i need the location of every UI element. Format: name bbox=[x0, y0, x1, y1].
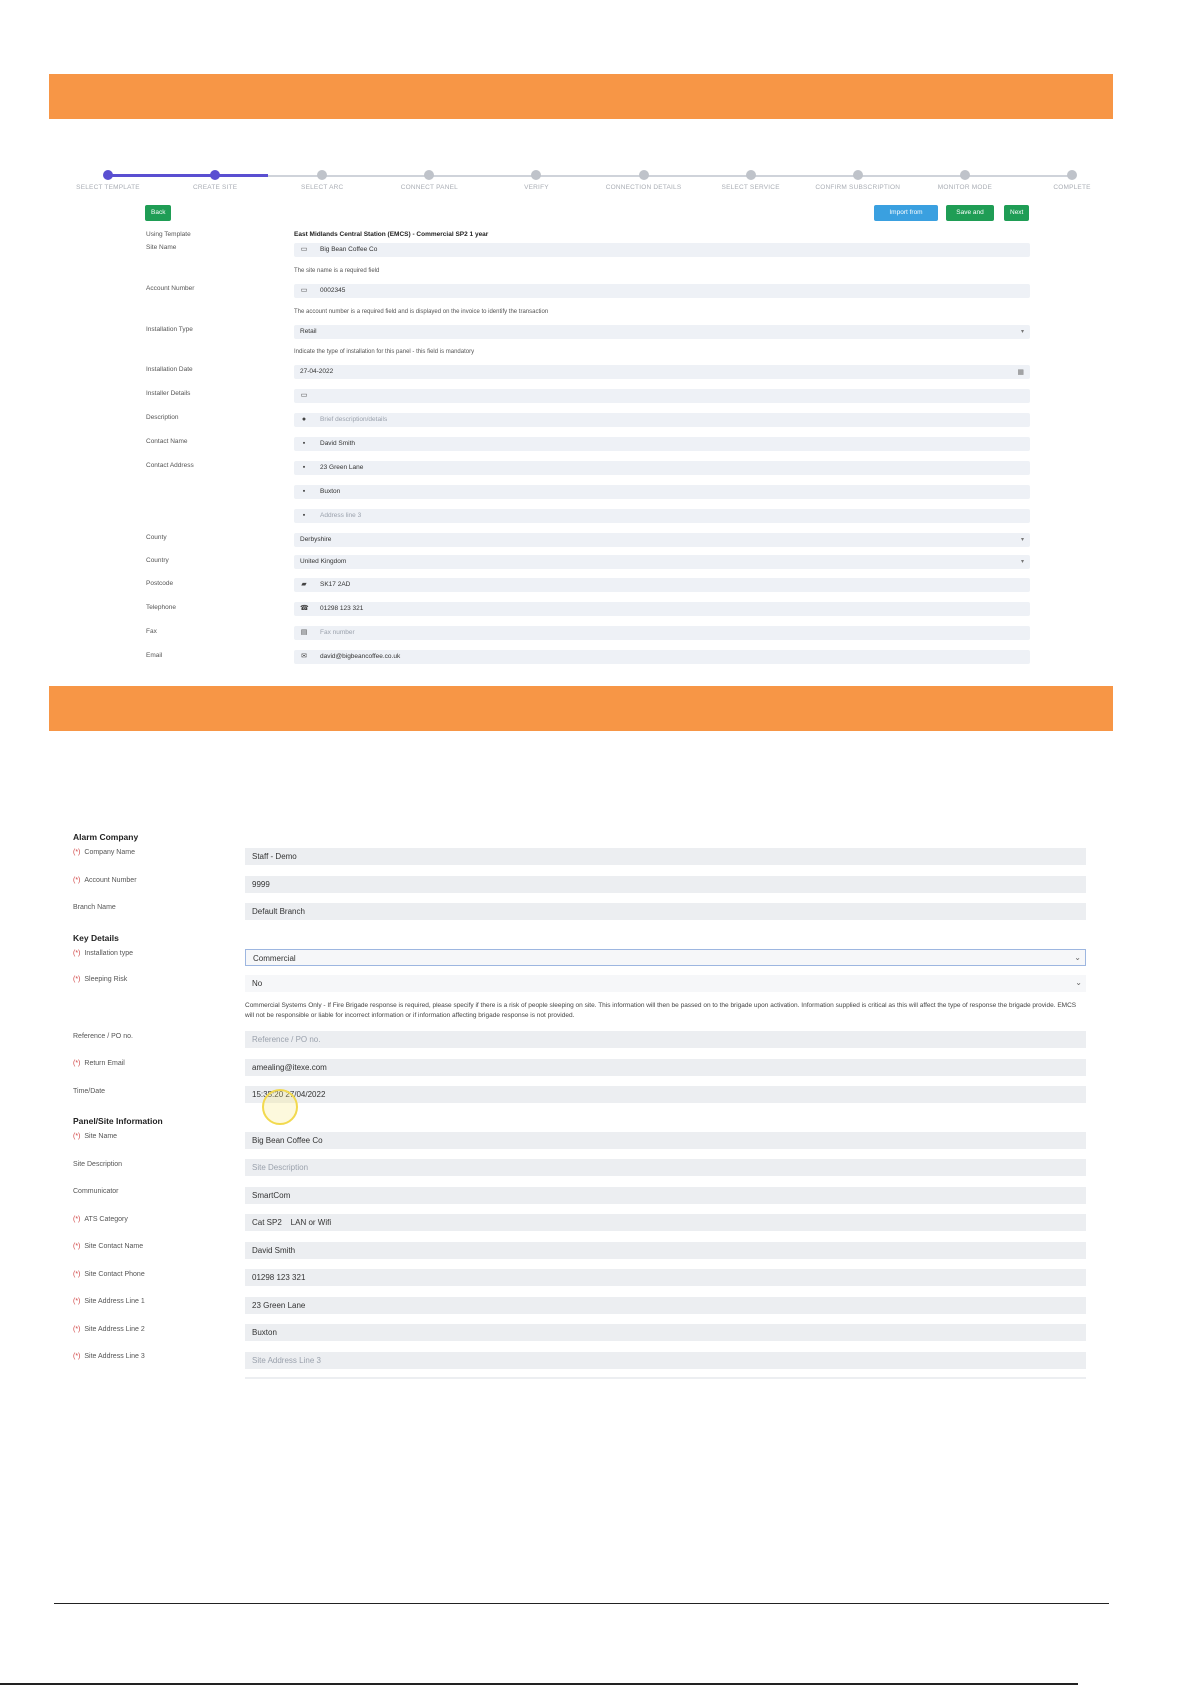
account-number-value: 9999 bbox=[252, 880, 270, 889]
step-label: CONNECT PANEL bbox=[400, 184, 458, 191]
mouse-cursor-highlight bbox=[262, 1089, 298, 1125]
required-marker: (*) bbox=[73, 1060, 81, 1067]
postcode-value: SK17 2AD bbox=[320, 581, 351, 588]
step-select-arc bbox=[267, 168, 377, 191]
address-icon: ▪ bbox=[302, 464, 306, 471]
required-marker: (*) bbox=[73, 1353, 81, 1360]
return-email-label: (*) Return Email bbox=[73, 1060, 125, 1067]
using-template-value: East Midlands Central Station (EMCS) - Commercial SP2 1 year bbox=[294, 231, 489, 238]
site-contact-phone-input[interactable] bbox=[245, 1269, 1086, 1286]
step-dot-icon bbox=[103, 170, 113, 180]
address-line3-placeholder: Address line 3 bbox=[320, 512, 362, 519]
telephone-label: Telephone bbox=[146, 604, 176, 611]
address-icon: ▪ bbox=[302, 488, 306, 495]
chevron-down-icon: ⌄ bbox=[1074, 953, 1081, 962]
back-button[interactable]: Back bbox=[145, 205, 171, 221]
address-line1-input[interactable] bbox=[294, 461, 1030, 475]
site-name-input[interactable] bbox=[245, 1132, 1086, 1149]
step-dot-icon bbox=[960, 170, 970, 180]
sleeping-risk-select[interactable] bbox=[245, 975, 1086, 992]
installation-type-value: Commercial bbox=[253, 954, 296, 963]
fax-label: Fax bbox=[146, 628, 157, 635]
step-confirm-subscription bbox=[803, 168, 913, 191]
alarm-company-heading: Alarm Company bbox=[73, 832, 139, 842]
step-complete bbox=[1017, 168, 1127, 191]
address-line1-value: 23 Green Lane bbox=[320, 464, 364, 471]
chevron-down-icon: ▾ bbox=[1020, 329, 1024, 335]
create-site-wizard bbox=[0, 0, 1192, 680]
chevron-down-icon: ⌄ bbox=[1075, 978, 1082, 987]
step-dot-icon bbox=[424, 170, 434, 180]
phone-icon: ☎ bbox=[300, 605, 309, 612]
wizard-stepper bbox=[70, 168, 1110, 198]
account-number-label: Account Number bbox=[146, 285, 195, 292]
communicator-value: SmartCom bbox=[252, 1191, 291, 1200]
site-address-line2-value: Buxton bbox=[252, 1328, 277, 1337]
county-value: Derbyshire bbox=[300, 536, 332, 543]
county-select[interactable] bbox=[294, 533, 1030, 547]
site-contact-name-label: (*) Site Contact Name bbox=[73, 1243, 144, 1250]
site-contact-name-input[interactable] bbox=[245, 1242, 1086, 1259]
form-bottom-edge bbox=[245, 1377, 1086, 1379]
footer-rule bbox=[54, 1603, 1109, 1604]
sleeping-risk-value: No bbox=[252, 979, 263, 988]
installer-details-input[interactable] bbox=[294, 389, 1030, 403]
account-number-help: The account number is a required field and is displayed on the invoice to identify the transaction bbox=[294, 309, 549, 315]
id-card-icon: ▭ bbox=[300, 287, 308, 294]
site-address-line3-placeholder: Site Address Line 3 bbox=[252, 1356, 321, 1365]
site-address-line3-input[interactable] bbox=[245, 1352, 1086, 1369]
step-create-site bbox=[160, 168, 270, 191]
next-button[interactable]: Next bbox=[1004, 205, 1029, 221]
required-marker: (*) bbox=[73, 976, 81, 983]
site-name-value: Big Bean Coffee Co bbox=[320, 246, 378, 253]
postcode-input[interactable] bbox=[294, 578, 1030, 592]
account-number-value: 0002345 bbox=[320, 287, 346, 294]
required-marker: (*) bbox=[73, 1133, 81, 1140]
chevron-down-icon: ▾ bbox=[1020, 559, 1024, 565]
key-details-heading: Key Details bbox=[73, 933, 119, 943]
step-label: CREATE SITE bbox=[192, 184, 238, 191]
using-template-label: Using Template bbox=[146, 231, 191, 238]
site-name-label: (*) Site Name bbox=[73, 1133, 118, 1140]
step-dot-icon bbox=[639, 170, 649, 180]
contact-name-label: Contact Name bbox=[146, 438, 188, 445]
required-marker: (*) bbox=[73, 1271, 81, 1278]
reference-input[interactable] bbox=[245, 1031, 1086, 1048]
installation-date-label: Installation Date bbox=[146, 366, 193, 373]
fax-input[interactable] bbox=[294, 626, 1030, 640]
communicator-label: Communicator bbox=[73, 1188, 119, 1195]
id-card-icon: ▭ bbox=[300, 392, 308, 399]
step-dot-icon bbox=[853, 170, 863, 180]
required-marker: (*) bbox=[73, 1216, 81, 1223]
ats-category-value: Cat SP2 LAN or Wifi bbox=[252, 1218, 332, 1227]
site-description-input[interactable] bbox=[245, 1159, 1086, 1176]
return-email-input[interactable] bbox=[245, 1059, 1086, 1076]
step-dot-icon bbox=[210, 170, 220, 180]
required-marker: (*) bbox=[73, 1326, 81, 1333]
step-label: SELECT TEMPLATE bbox=[76, 184, 140, 191]
contact-name-value: David Smith bbox=[320, 440, 356, 447]
site-name-label: Site Name bbox=[146, 244, 177, 251]
id-card-icon: ▭ bbox=[300, 246, 308, 253]
installation-type-label: Installation Type bbox=[146, 326, 193, 333]
step-connection-details bbox=[589, 168, 699, 191]
time-date-label: Time/Date bbox=[73, 1088, 106, 1095]
installer-details-label: Installer Details bbox=[146, 390, 191, 397]
country-select[interactable] bbox=[294, 555, 1030, 569]
step-label: MONITOR MODE bbox=[937, 184, 993, 191]
email-input[interactable] bbox=[294, 650, 1030, 664]
communicator-input[interactable] bbox=[245, 1187, 1086, 1204]
required-marker: (*) bbox=[73, 849, 81, 856]
site-description-label: Site Description bbox=[73, 1161, 123, 1168]
step-label: VERIFY bbox=[524, 184, 549, 191]
site-name-value: Big Bean Coffee Co bbox=[252, 1136, 323, 1145]
site-name-help: The site name is a required field bbox=[294, 268, 380, 274]
step-label: COMPLETE bbox=[1053, 184, 1091, 191]
ats-category-input[interactable] bbox=[245, 1214, 1086, 1231]
step-label: SELECT SERVICE bbox=[721, 184, 780, 191]
email-label: Email bbox=[146, 652, 163, 659]
import-from-cash-button[interactable]: Import from CASH bbox=[874, 205, 938, 221]
address-line3-input[interactable] bbox=[294, 509, 1030, 523]
site-address-line1-value: 23 Green Lane bbox=[252, 1301, 306, 1310]
description-placeholder: Brief description/details bbox=[320, 416, 388, 423]
step-select-template bbox=[53, 168, 163, 191]
ats-category-label: (*) ATS Category bbox=[73, 1216, 128, 1223]
required-marker: (*) bbox=[73, 1298, 81, 1305]
step-dot-icon bbox=[531, 170, 541, 180]
site-contact-name-value: David Smith bbox=[252, 1246, 296, 1255]
chevron-down-icon: ▾ bbox=[1020, 537, 1024, 543]
site-address-line1-input[interactable] bbox=[245, 1297, 1086, 1314]
site-address-line1-label: (*) Site Address Line 1 bbox=[73, 1298, 145, 1305]
account-number-input[interactable] bbox=[245, 876, 1086, 893]
comment-icon: ● bbox=[301, 416, 307, 423]
site-contact-phone-label: (*) Site Contact Phone bbox=[73, 1271, 145, 1278]
fax-placeholder: Fax number bbox=[320, 629, 355, 636]
required-marker: (*) bbox=[73, 877, 81, 884]
time-date-input[interactable] bbox=[245, 1086, 1086, 1103]
step-dot-icon bbox=[1067, 170, 1077, 180]
required-marker: (*) bbox=[73, 1243, 81, 1250]
step-verify bbox=[481, 168, 591, 191]
branch-name-label: Branch Name bbox=[73, 904, 116, 911]
description-input[interactable] bbox=[294, 413, 1030, 427]
map-icon: ▰ bbox=[301, 581, 307, 588]
company-name-input[interactable] bbox=[245, 848, 1086, 865]
account-number-label: (*) Account Number bbox=[73, 877, 137, 884]
installation-date-input[interactable] bbox=[294, 365, 1030, 379]
reference-label: Reference / PO no. bbox=[73, 1033, 133, 1040]
site-description-placeholder: Site Description bbox=[252, 1163, 309, 1172]
user-icon: ▪ bbox=[302, 440, 306, 447]
step-select-service bbox=[696, 168, 806, 191]
company-name-value: Staff - Demo bbox=[252, 852, 297, 861]
email-value: david@bigbeancoffee.co.uk bbox=[320, 653, 401, 660]
step-monitor-mode bbox=[910, 168, 1020, 191]
step-dot-icon bbox=[317, 170, 327, 180]
country-value: United Kingdom bbox=[300, 558, 347, 565]
telephone-value: 01298 123 321 bbox=[320, 605, 364, 612]
company-name-label: (*) Company Name bbox=[73, 849, 135, 856]
envelope-icon: ✉ bbox=[301, 653, 307, 660]
calendar-icon[interactable]: ▦ bbox=[1017, 369, 1024, 376]
sleeping-risk-note: Commercial Systems Only - If Fire Brigade response is required, please specify if there is a risk of people sleeping on site. This information will then be passed on to the brigade upon activation. Information supplied is critical as this will affect the type of response the brigade provide. EMCS will not be responsible or liable for incorrect information or if information affecting brigade response is not provided. bbox=[245, 1002, 1077, 1019]
branch-name-input[interactable] bbox=[245, 903, 1086, 920]
return-email-value: amealing@itexe.com bbox=[252, 1063, 327, 1072]
site-address-line2-input[interactable] bbox=[245, 1324, 1086, 1341]
county-label: County bbox=[146, 534, 167, 541]
branch-name-value: Default Branch bbox=[252, 907, 305, 916]
address-icon: ▪ bbox=[302, 512, 306, 519]
installation-type-select[interactable] bbox=[294, 325, 1030, 339]
save-and-exit-button[interactable]: Save and Exit bbox=[946, 205, 994, 221]
step-label: CONFIRM SUBSCRIPTION bbox=[815, 184, 901, 191]
account-number-input[interactable] bbox=[294, 284, 1030, 298]
postcode-label: Postcode bbox=[146, 580, 174, 587]
site-contact-phone-value: 01298 123 321 bbox=[252, 1273, 306, 1282]
installation-type-select[interactable] bbox=[245, 949, 1086, 966]
panel-site-heading: Panel/Site Information bbox=[73, 1116, 163, 1126]
required-marker: (*) bbox=[73, 950, 81, 957]
contact-address-label: Contact Address bbox=[146, 462, 194, 469]
middle-orange-band bbox=[49, 686, 1113, 731]
fax-icon: ▤ bbox=[300, 629, 308, 636]
installation-type-help: Indicate the type of installation for this panel - this field is mandatory bbox=[294, 349, 475, 355]
reference-placeholder: Reference / PO no. bbox=[252, 1035, 321, 1044]
time-date-value: 15:35:20 27/04/2022 bbox=[252, 1090, 326, 1099]
address-line2-value: Buxton bbox=[320, 488, 341, 495]
site-name-input[interactable] bbox=[294, 243, 1030, 257]
step-label: SELECT ARC bbox=[301, 184, 344, 191]
site-address-line3-label: (*) Site Address Line 3 bbox=[73, 1353, 145, 1360]
installation-type-value: Retail bbox=[300, 328, 317, 335]
step-connect-panel bbox=[374, 168, 484, 191]
sleeping-risk-label: (*) Sleeping Risk bbox=[73, 976, 128, 983]
installation-type-label: (*) Installation type bbox=[73, 950, 134, 957]
step-dot-icon bbox=[746, 170, 756, 180]
description-label: Description bbox=[146, 414, 179, 421]
site-address-line2-label: (*) Site Address Line 2 bbox=[73, 1326, 145, 1333]
country-label: Country bbox=[146, 557, 169, 564]
step-label: CONNECTION DETAILS bbox=[605, 184, 682, 191]
installation-date-value: 27-04-2022 bbox=[300, 368, 334, 375]
address-line2-input[interactable] bbox=[294, 485, 1030, 499]
contact-name-input[interactable] bbox=[294, 437, 1030, 451]
telephone-input[interactable] bbox=[294, 602, 1030, 616]
